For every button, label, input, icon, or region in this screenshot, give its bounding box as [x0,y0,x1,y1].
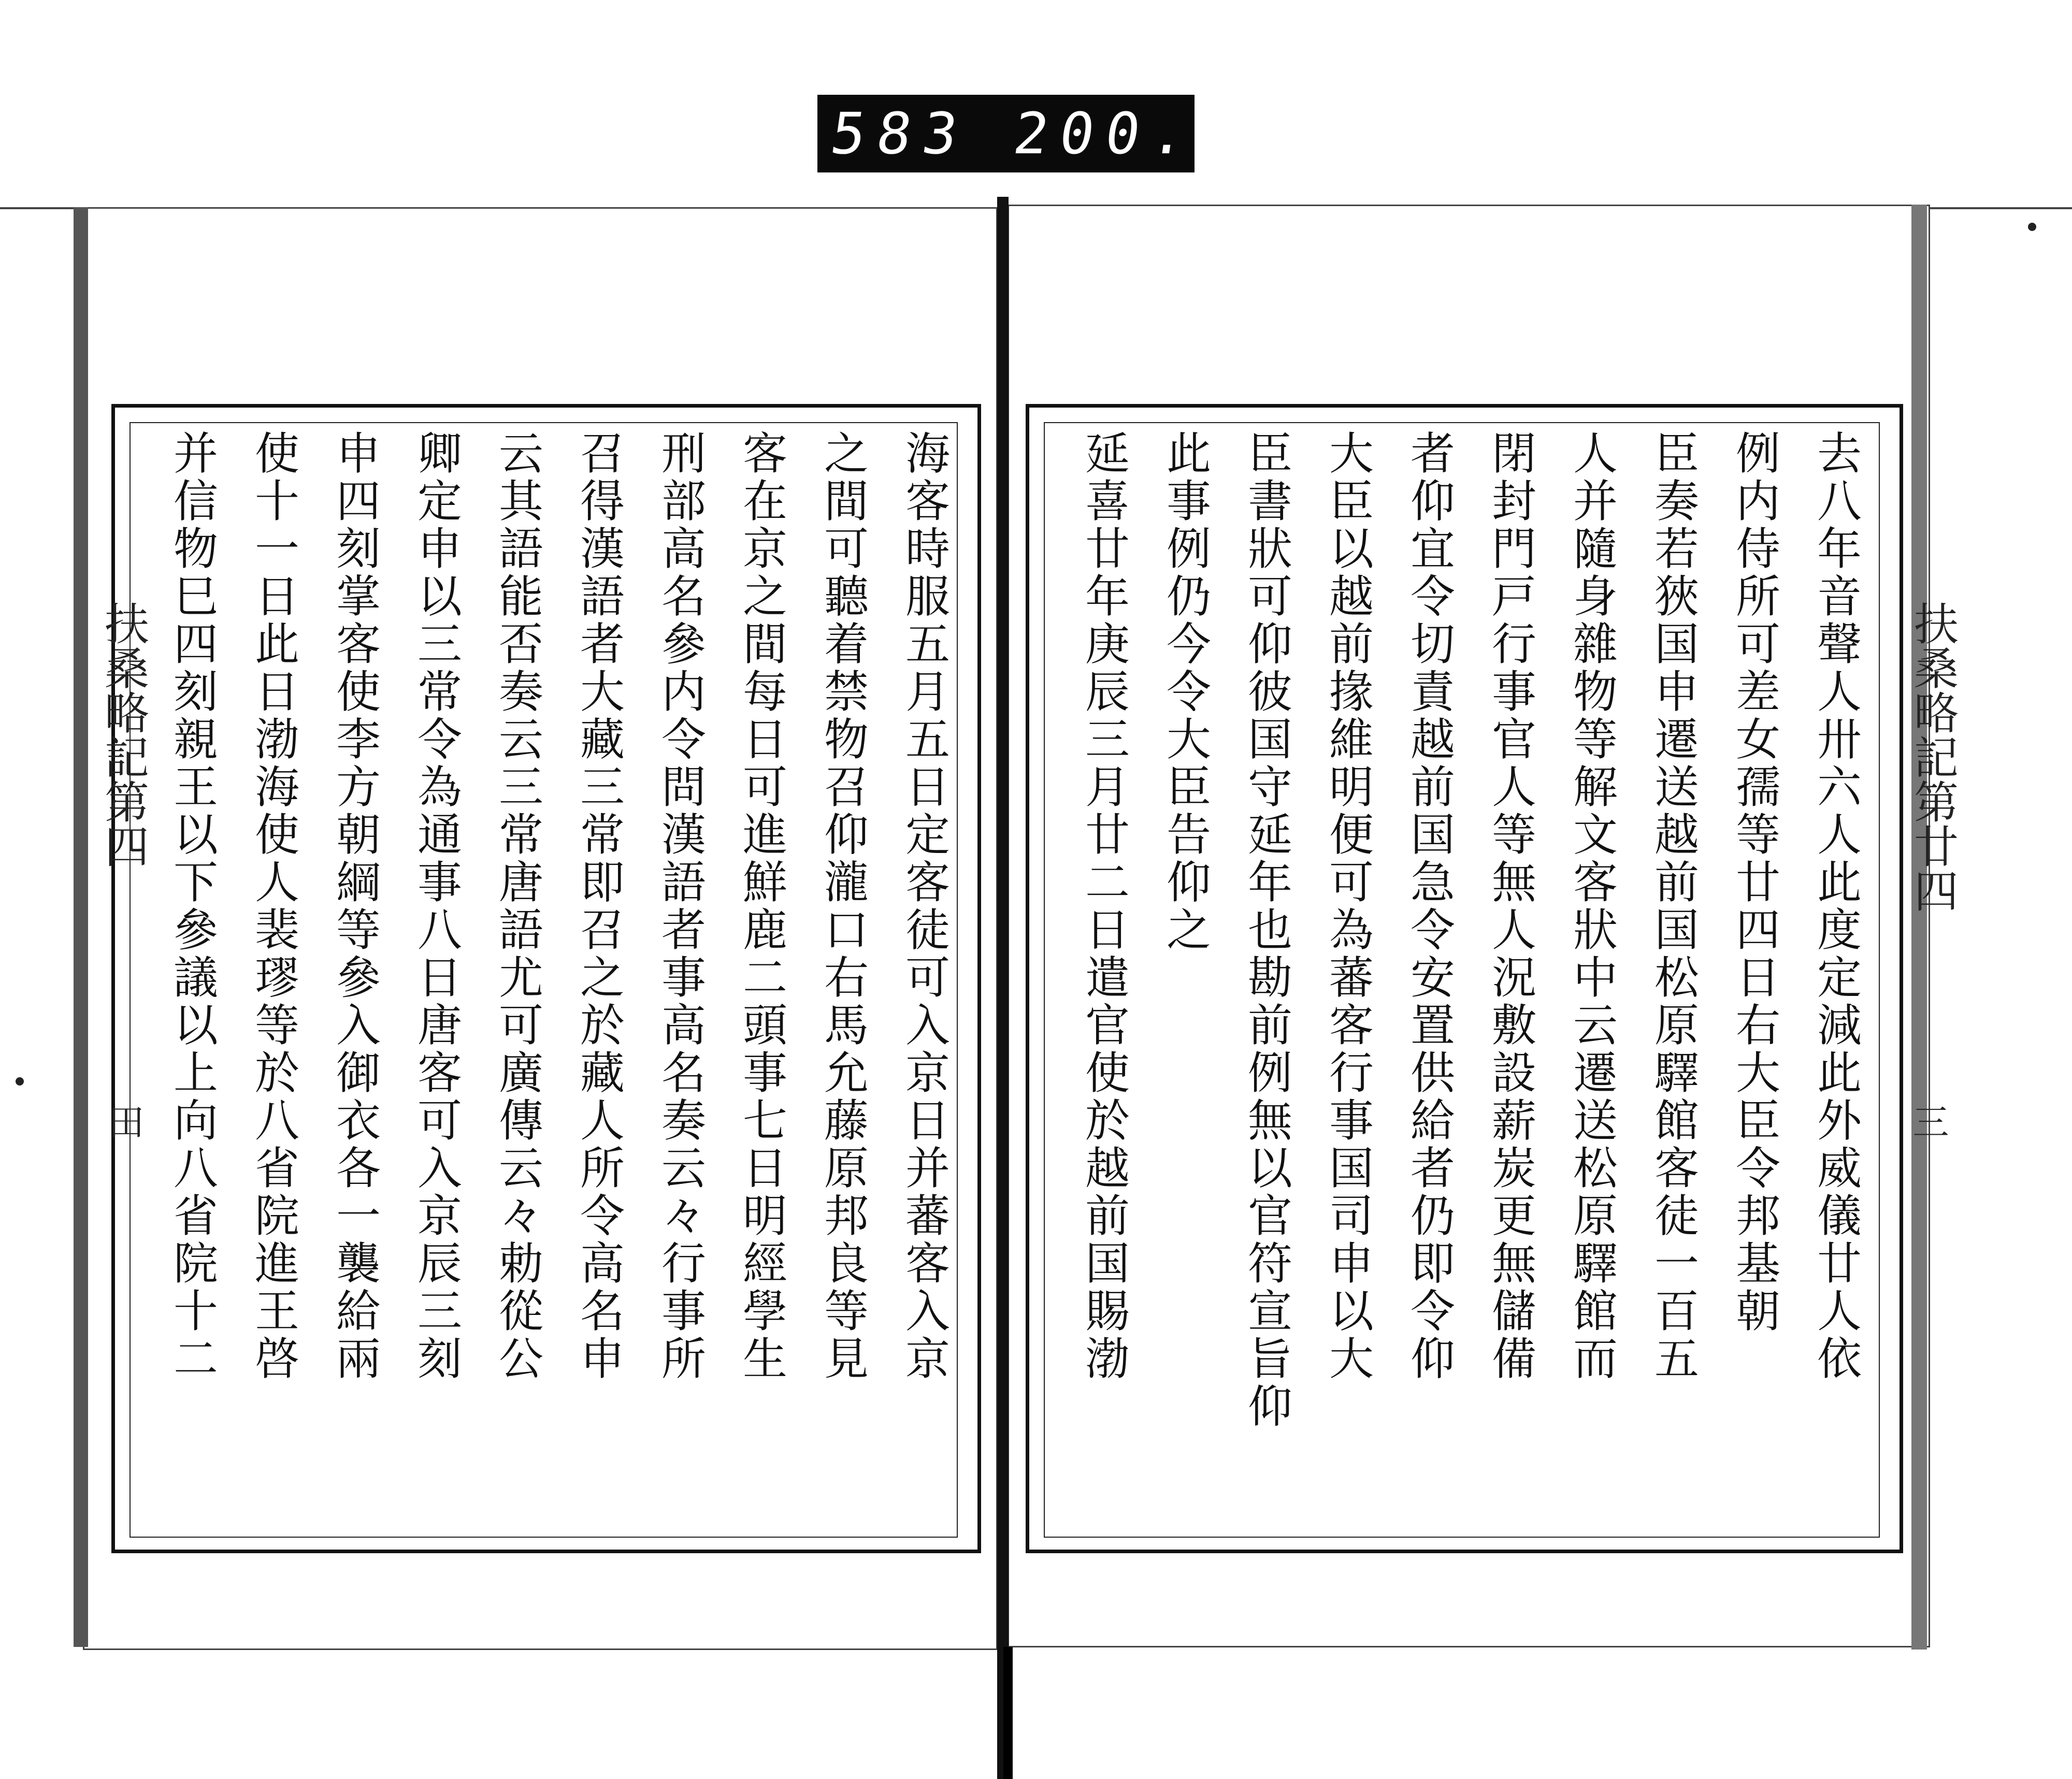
left-text-column: 使十一日此日渤海使人裴璆等於八省院進王啓 [247,430,299,1383]
left-margin-folio: 田 [102,1103,145,1139]
left-text-column: 卿定申以三常令為通事八日唐客可入京辰三刻 [410,430,462,1383]
right-page-edge [1911,205,1927,1650]
right-text-column: 去八年音聲人卅六人此度定減此外威儀廿人依 [1809,430,1861,1383]
left-text-column: 申四刻掌客使李方朝綱等參入御衣各一襲給兩 [328,430,380,1383]
call-number-text: 583 200. [827,100,1202,167]
right-text-column: 大臣以越前掾維明便可為蕃客行事国司申以大 [1321,430,1373,1383]
right-margin-folio: 三 [1907,1103,1949,1139]
right-text-column: 人并隨身雜物等解文客狀中云遷送松原驛館而 [1565,430,1617,1383]
right-text-column: 例内侍所可差女孺等廿四日右大臣令邦基朝 [1728,430,1780,1335]
left-text-column: 刑部高名參内令問漢語者事高名奏云々行事所 [654,430,706,1383]
ink-spot [16,1077,24,1086]
right-text-column: 此事例仍今令大臣告仰之 [1159,430,1211,954]
right-text-column: 閉封門戸行事官人等無人況敷設薪炭更無儲備 [1484,430,1536,1383]
right-text-column: 臣書狀可仰彼国守延年也勘前例無以官符宣旨仰 [1240,430,1292,1430]
left-text-column: 海客時服五月五日定客徒可入京日并蕃客入京 [898,430,949,1383]
left-text-column: 并信物巳四刻親王以下參議以上向八省院十二 [166,430,218,1383]
right-text-column: 延喜廿年庚辰三月廿二日遣官使於越前国賜渤 [1077,430,1129,1383]
ink-spot [2028,223,2036,231]
right-text-column: 者仰宜令切責越前国急令安置供給者仍即令仰 [1403,430,1455,1383]
right-text-column: 臣奏若狹国申遷送越前国松原驛館客徒一百五 [1647,430,1699,1383]
left-text-column: 之間可聽着禁物召仰瀧口右馬允藤原邦良等見 [816,430,868,1383]
left-text-column: 客在京之間每日可進鮮鹿二頭事七日明經學生 [735,430,787,1383]
left-text-column: 云其語能否奏云三常唐語尤可廣傳云々勅從公 [491,430,543,1383]
binding-shadow [1003,1647,1013,1779]
right-margin-title: 扶桑略記第廿四 [1906,601,1958,913]
left-text-column: 召得漢語者大藏三常即召之於藏人所令高名申 [572,430,624,1383]
left-margin-title: 扶桑略記第四 [97,601,149,868]
left-page-edge [74,207,88,1647]
center-gutter [997,197,1009,1779]
